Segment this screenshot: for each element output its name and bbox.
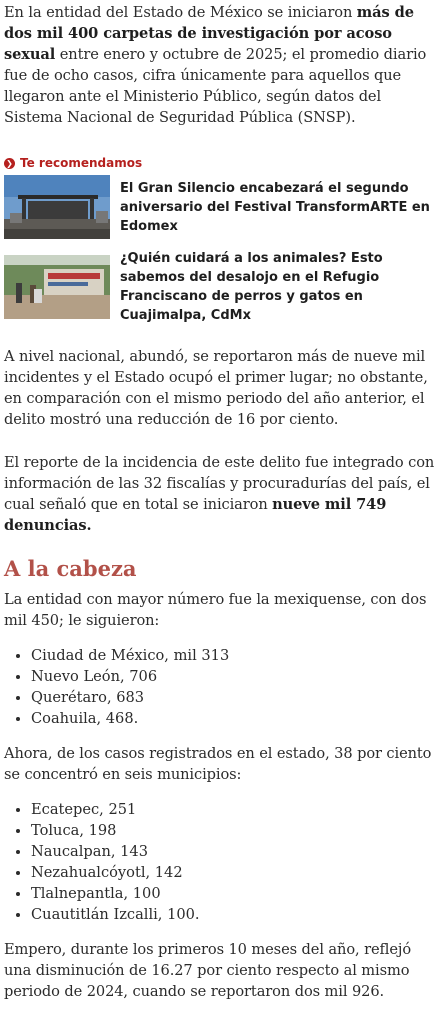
- paragraph-ranking: La entidad con mayor número fue la mexiquense, con dos mil 450; le siguieron:: [4, 591, 427, 629]
- recommend-item-2[interactable]: [4, 248, 436, 326]
- list-item: • Naucalpan, 143: [31, 841, 436, 862]
- recommend-item-1[interactable]: [4, 174, 436, 240]
- list-item: • Ciudad de México, mil 313: [31, 645, 436, 666]
- paragraph-text: El reporte de la incidencia de este delito fue integrado con información de las 32 fiscalías y procuradurías del país, el cual señaló que en total se iniciaron: [4, 454, 435, 513]
- list-item: • Ecatepec, 251: [31, 799, 436, 820]
- recommend-thumbnail-shelter[interactable]: [4, 255, 110, 319]
- list-item: • Nezahualcóyotl, 142: [31, 862, 436, 883]
- paragraph-bold: nueve mil 749 denuncias.: [4, 496, 387, 534]
- states-list: [4, 645, 436, 729]
- list-item: • Toluca, 198: [31, 820, 436, 841]
- recommend-label: Te recomendamos: [20, 156, 143, 170]
- paragraph-report: [4, 452, 436, 536]
- list-item: • Tlalnepantla, 100: [31, 883, 436, 904]
- recommend-header: [4, 154, 436, 172]
- paragraph-text: En la entidad del Estado de México se iniciaron: [4, 4, 357, 21]
- paragraph-municipalities: Ahora, de los casos registrados en el estado, 38 por ciento se concentró en seis municipios:: [4, 745, 432, 783]
- chevron-right-circle-icon: ❯: [4, 158, 15, 169]
- list-item: • Querétaro, 683: [31, 687, 436, 708]
- list-item: • Cuautitlán Izcalli, 100.: [31, 904, 436, 925]
- recommend-title[interactable]: El Gran Silencio encabezará el segundo aniversario del Festival TransformARTE en Edomex: [120, 180, 430, 234]
- paragraph-national: A nivel nacional, abundó, se reportaron más de nueve mil incidentes y el Estado ocupó el primer lugar; no obstante, en comparación con el mismo periodo del año anterior, el delito mostró una reducción de 16 por ciento.: [4, 348, 428, 428]
- paragraph-decrease: Empero, durante los primeros 10 meses del año, reflejó una disminución de 16.27 por ciento respecto al mismo periodo de 2024, cuando se reportaron dos mil 926.: [4, 941, 412, 1000]
- paragraph-bold: más de dos mil 400 carpetas de investigación por acoso sexual: [4, 4, 414, 63]
- list-item: • Nuevo León, 706: [31, 666, 436, 687]
- recommend-title[interactable]: ¿Quién cuidará a los animales? Esto sabemos del desalojo en el Refugio Franciscano de perros y gatos en Cuajimalpa, CdMx: [120, 251, 383, 323]
- recommend-thumbnail-stage[interactable]: [4, 175, 110, 239]
- paragraph-text: entre enero y octubre de 2025; el promedio diario fue de ocho casos, cifra únicamente para aquellos que llegaron ante el Ministerio Público, según datos del Sistema Nacional de Seguridad Pública (SNSP).: [4, 46, 427, 126]
- section-heading: A la cabeza: [4, 556, 137, 581]
- list-item: • Coahuila, 468.: [31, 708, 436, 729]
- municipalities-list: [4, 799, 436, 925]
- paragraph-intro: [4, 0, 436, 128]
